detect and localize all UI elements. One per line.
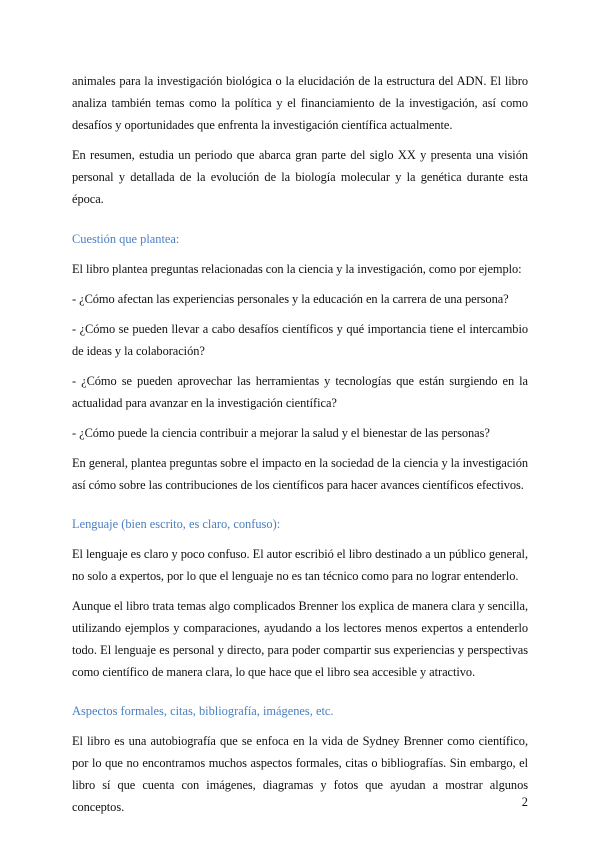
aspectos-paragraph-1: El libro es una autobiografía que se enfoca en la vida de Sydney Brenner como científico, por lo que no encontramos muchos aspectos formales, citas o bibliografías. Sin embargo, el libro sí que cuenta con imágenes, diagramas y fotos que ayudan a mostrar algunos conceptos. — [72, 734, 528, 814]
document-page — [72, 70, 528, 818]
section-heading-cuestion: Cuestión que plantea: — [72, 232, 180, 246]
section-heading-aspectos: Aspectos formales, citas, bibliografía, imágenes, etc. — [72, 704, 334, 718]
page-number: 2 — [521, 795, 528, 809]
cuestion-conclusion: En general, plantea preguntas sobre el impacto en la sociedad de la ciencia y la investigación así cómo sobre las contribuciones de los científicos para hacer avances científicos efectivos. — [72, 456, 528, 492]
section-heading-lenguaje: Lenguaje (bien escrito, es claro, confuso): — [72, 517, 281, 531]
lenguaje-paragraph-1: El lenguaje es claro y poco confuso. El autor escribió el libro destinado a un público general, no solo a expertos, por lo que el lenguaje no es tan técnico como para no lograr entenderlo. — [72, 547, 528, 583]
cuestion-item-1: - ¿Cómo afectan las experiencias personales y la educación en la carrera de una persona? — [72, 292, 509, 306]
cuestion-item-2: - ¿Cómo se pueden llevar a cabo desafíos científicos y qué importancia tiene el intercambio de ideas y la colaboración? — [72, 322, 528, 358]
cuestion-item-3: - ¿Cómo se pueden aprovechar las herramientas y tecnologías que están surgiendo en la actualidad para avanzar en la investigación científica? — [72, 374, 528, 410]
intro-paragraph-1: animales para la investigación biológica o la elucidación de la estructura del ADN. El libro analiza también temas como la política y el financiamiento de la investigación, así como desafíos y oportunidades que enfrenta la investigación científica actualmente. — [72, 74, 528, 132]
intro-paragraph-2: En resumen, estudia un periodo que abarca gran parte del siglo XX y presenta una visión personal y detallada de la evolución de la biología molecular y la genética durante esta época. — [72, 148, 528, 206]
lenguaje-paragraph-2: Aunque el libro trata temas algo complicados Brenner los explica de manera clara y sencilla, utilizando ejemplos y comparaciones, ayudando a los lectores menos expertos a entenderlo todo. El lenguaje es personal y directo, para poder compartir sus experiencias y perspectivas como científico de manera clara, lo que hace que el libro sea accesible y atractivo. — [72, 599, 528, 679]
cuestion-intro: El libro plantea preguntas relacionadas con la ciencia y la investigación, como por ejemplo: — [72, 262, 522, 276]
cuestion-item-4: - ¿Cómo puede la ciencia contribuir a mejorar la salud y el bienestar de las personas? — [72, 426, 490, 440]
